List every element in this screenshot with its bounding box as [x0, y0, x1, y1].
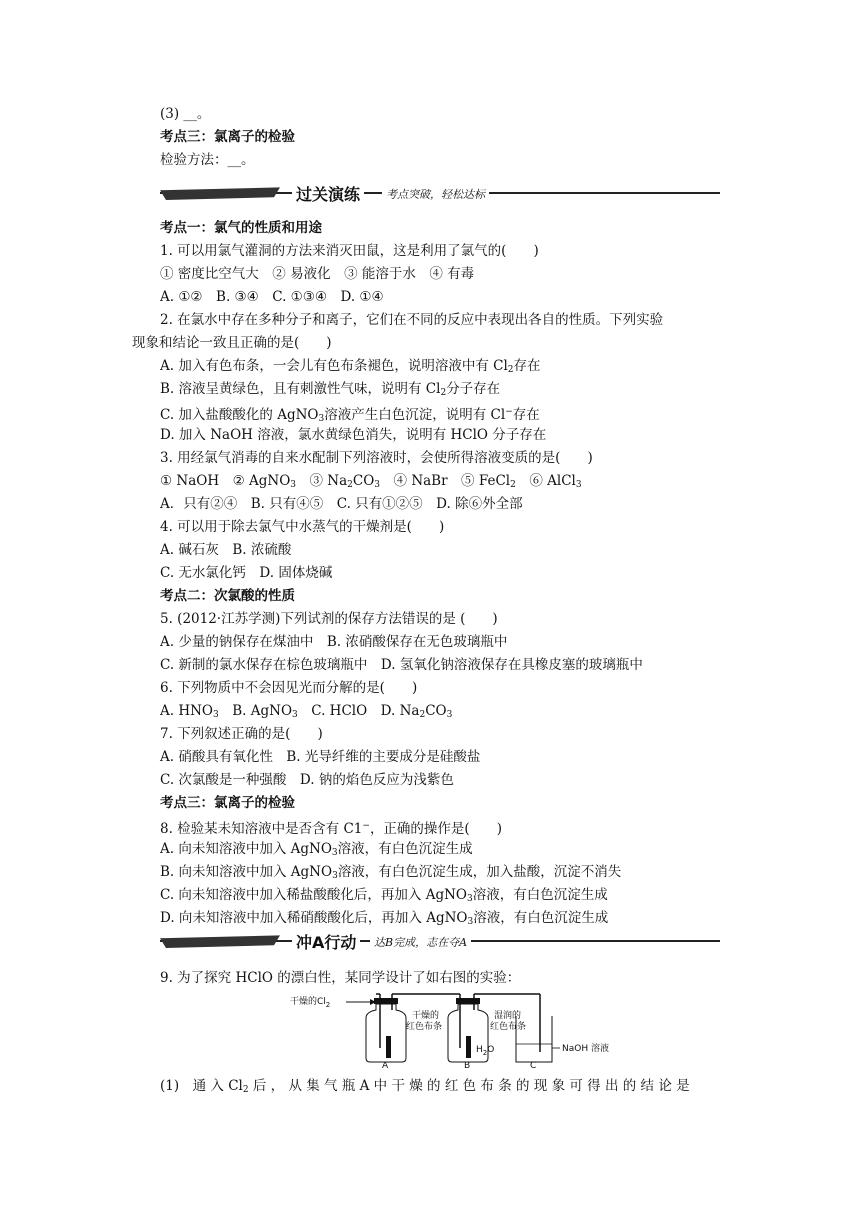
dry-cloth-strip [386, 1036, 391, 1058]
banner-subtitle: 达B完成，志在夺A [370, 934, 471, 950]
banner-title: 过关演练 [292, 182, 364, 205]
option-a: A. 向未知溶液中加入 AgNO$_3$溶液，有白色沉淀生成 [160, 841, 473, 858]
options-line: A. 少量的钠保存在煤油中 B. 浓硝酸保存在无色玻璃瓶中 [160, 634, 508, 650]
bottle-a-label: 红色布条 [406, 1022, 443, 1032]
wet-cloth-strip [466, 1036, 471, 1058]
option-a: A. 加入有色布条，一会儿有色布条褪色，说明溶液中有 $Cl_2$存在 [160, 358, 541, 375]
question-7: 7. 下列叙述正确的是( ) [160, 726, 323, 742]
options-line: C. 次氯酸是一种强酸 D. 钠的焰色反应为浅紫色 [160, 772, 454, 788]
section-banner-practice [160, 182, 720, 204]
option-b: B. 溶液呈黄绿色，且有刺激性气味，说明有 $Cl_2$分子存在 [160, 381, 501, 398]
options-line: A．只有②④ B. 只有④⑤ C. 只有①②⑤ D. 除⑥外全部 [160, 496, 523, 512]
options-line: C. 无水氯化钙 D. 固体烧碱 [160, 565, 333, 581]
option-b: B. 向未知溶液中加入 AgNO$_3$溶液，有白色沉淀生成，加入盐酸，沉淀不消失 [160, 864, 622, 881]
section-banner-advance [160, 930, 720, 952]
section-heading: 考点三：氯离子的检验 [160, 129, 295, 145]
banner-decoration-icon [160, 186, 280, 200]
option-d: D. 加入 NaOH 溶液，氯水黄绿色消失，说明有 HClO 分子存在 [160, 427, 547, 443]
question-9: 9. 为了探究 HClO 的漂白性，某同学设计了如右图的实验： [160, 970, 521, 986]
options-line: A. $HNO_3$ B. AgNO$_3$ C. HClO D. $Na_2CO_3$ [160, 703, 453, 720]
options-line: A. 硝酸具有氧化性 B. 光导纤维的主要成分是硅酸盐 [160, 749, 481, 765]
question-2: 2. 在氯水中存在多种分子和离子，它们在不同的反应中表现出各自的性质。下列实验 [160, 312, 664, 328]
section-heading: 考点三：氯离子的检验 [160, 795, 295, 811]
experiment-apparatus-diagram [290, 988, 630, 1068]
option-d: D. 向未知溶液中加入稀硝酸酸化后，再加入 AgNO$_3$溶液，有白色沉淀生成 [160, 910, 609, 927]
naoh-label: NaOH 溶液 [562, 1044, 609, 1054]
question-2-cont: 现象和结论一致且正确的是( ) [132, 335, 332, 351]
section-heading: 考点二：次氯酸的性质 [160, 588, 295, 604]
bottle-a-label: 干燥的 [412, 1011, 440, 1021]
bottle-b-label: 红色布条 [490, 1022, 527, 1032]
question-9-part-1: (1) 通 入 $Cl_2$ 后 ， 从 集 气 瓶 A 中 干 燥 的 红 色 布 条 的 现 象 可 得 出 的 结 论 是 [160, 1078, 690, 1095]
bottle-b-label: 湿润的 [494, 1011, 522, 1021]
options-line: A. ①② B. ③④ C. ①③④ D. ①④ [160, 289, 384, 305]
text-line: (3) __。 [160, 106, 211, 122]
question-3: 3. 用经氯气消毒的自来水配制下列溶液时，会使所得溶液变质的是( ) [160, 450, 593, 466]
question-5: 5. (2012·江苏学测)下列试剂的保存方法错误的是 ( ) [160, 611, 498, 627]
label-b: B [464, 1061, 471, 1068]
options-line: ① NaOH ② AgNO$_3$ ③ $Na_2CO_3$ ④ NaBr ⑤ FeCl$_2$ ⑥ AlCl$_3$ [160, 473, 582, 490]
banner-title: 冲A行动 [292, 930, 360, 953]
gas-label: 干燥的$Cl_2$ [290, 997, 331, 1009]
option-c: C. 向未知溶液中加入稀盐酸酸化后，再加入 AgNO$_3$溶液，有白色沉淀生成 [160, 887, 608, 904]
text-line: 检验方法：__。 [160, 152, 255, 168]
question-6: 6. 下列物质中不会因见光而分解的是( ) [160, 680, 418, 696]
label-a: A [382, 1061, 389, 1068]
question-8: 8. 检验某未知溶液中是否含有 C1−，正确的操作是( ) [160, 821, 502, 837]
banner-subtitle: 考点突破，轻松达标 [382, 186, 489, 202]
option-c: C. 加入盐酸酸化的 AgNO$_3$溶液产生白色沉淀，说明有 Cl−存在 [160, 407, 540, 424]
section-heading: 考点一：氯气的性质和用途 [160, 220, 322, 236]
question-4: 4. 可以用于除去氯气中水蒸气的干燥剂是( ) [160, 519, 445, 535]
options-line: A. 碱石灰 B. 浓硫酸 [160, 542, 292, 558]
banner-decoration-icon [160, 934, 280, 948]
options-line: ① 密度比空气大 ② 易液化 ③ 能溶于水 ④ 有毒 [160, 266, 475, 282]
question-1: 1. 可以用氯气灌洞的方法来消灭田鼠，这是利用了氯气的( ) [160, 243, 539, 259]
water-label: $H_2O$ [476, 1045, 495, 1057]
stopper-a [374, 998, 398, 1004]
label-c: C [530, 1061, 537, 1068]
options-line: C. 新制的氯水保存在棕色玻璃瓶中 D. 氢氧化钠溶液保存在具橡皮塞的玻璃瓶中 [160, 657, 643, 673]
